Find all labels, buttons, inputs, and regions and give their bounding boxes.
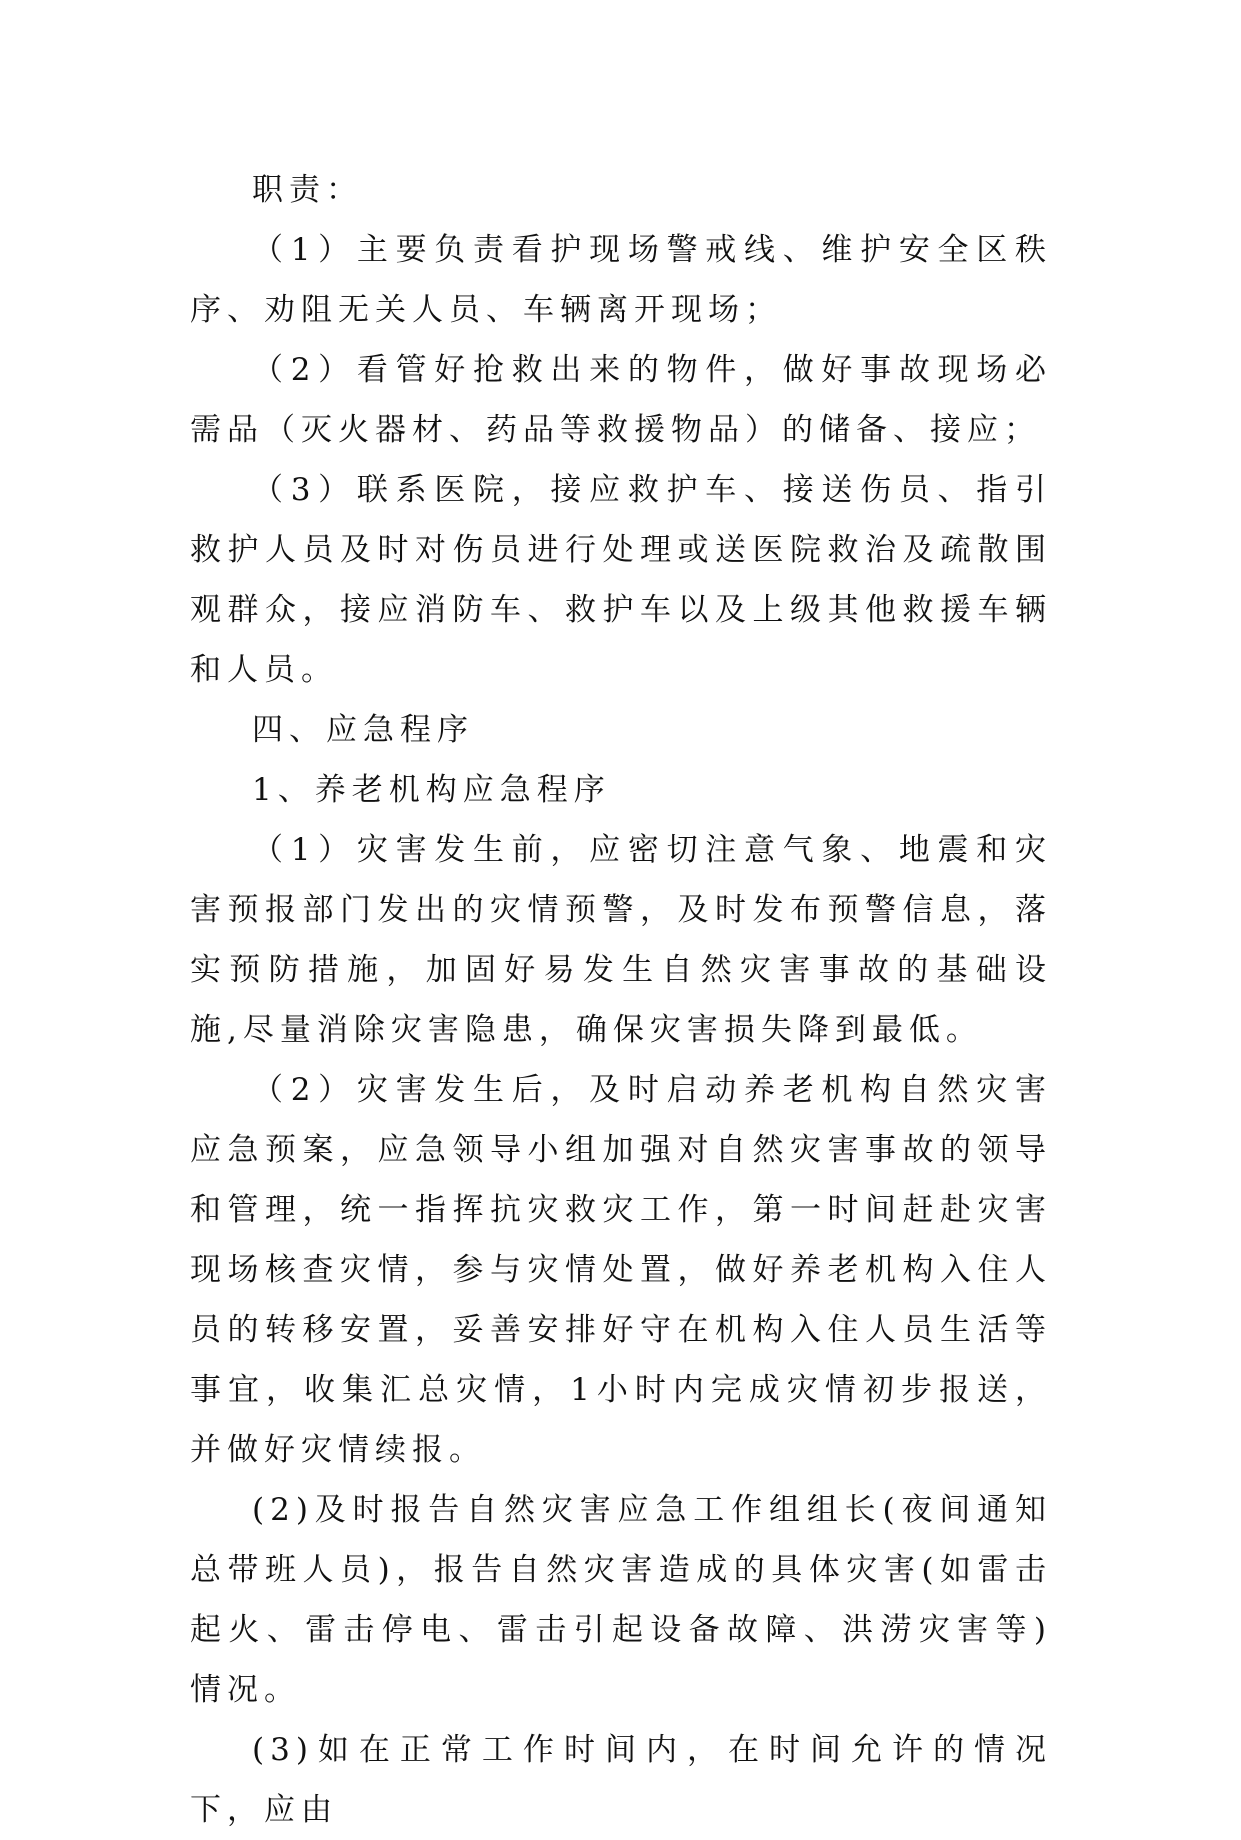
paragraph-after-disaster: （2）灾害发生后，及时启动养老机构自然灾害应急预案，应急领导小组加强对自然灾害事故的领导和管理，统一指挥抗灾救灾工作，第一时间赶赴灾害现场核查灾情，参与灾情处置，做好养老机构入住人员的转移安置，妥善安排好守在机构入住人员生活等事宜，收集汇总灾情，1小时内完成灾情初步报送，并做好灾情续报。 <box>190 1072 1052 1468</box>
section-heading-emergency-procedure: 四、应急程序 <box>252 712 474 748</box>
paragraph-before-disaster: （1）灾害发生前，应密切注意气象、地震和灾害预报部门发出的灾情预警，及时发布预警信息，落实预防措施，加固好易发生自然灾害事故的基础设施,尽量消除灾害隐患，确保灾害损失降到最低。 <box>190 832 1052 1048</box>
paragraph-working-hours: (3)如在正常工作时间内，在时间允许的情况下，应由 <box>190 1732 1052 1828</box>
document-body <box>190 160 1052 1840</box>
paragraph-report-leader: (2)及时报告自然灾害应急工作组组长(夜间通知总带班人员)，报告自然灾害造成的具体灾害(如雷击起火、雷击停电、雷击引起设备故障、洪涝灾害等)情况。 <box>190 1492 1052 1708</box>
subsection-heading-elderly-care-procedure: 1、养老机构应急程序 <box>252 772 611 808</box>
paragraph-duties-heading: 职责： <box>252 172 363 208</box>
paragraph-duty-1: （1）主要负责看护现场警戒线、维护安全区秩序、劝阻无关人员、车辆离开现场； <box>190 232 1052 328</box>
paragraph-duty-2: （2）看管好抢救出来的物件，做好事故现场必需品（灭火器材、药品等救援物品）的储备、接应； <box>190 352 1052 448</box>
paragraph-duty-3: （3）联系医院，接应救护车、接送伤员、指引救护人员及时对伤员进行处理或送医院救治及疏散围观群众，接应消防车、救护车以及上级其他救援车辆和人员。 <box>190 472 1052 688</box>
